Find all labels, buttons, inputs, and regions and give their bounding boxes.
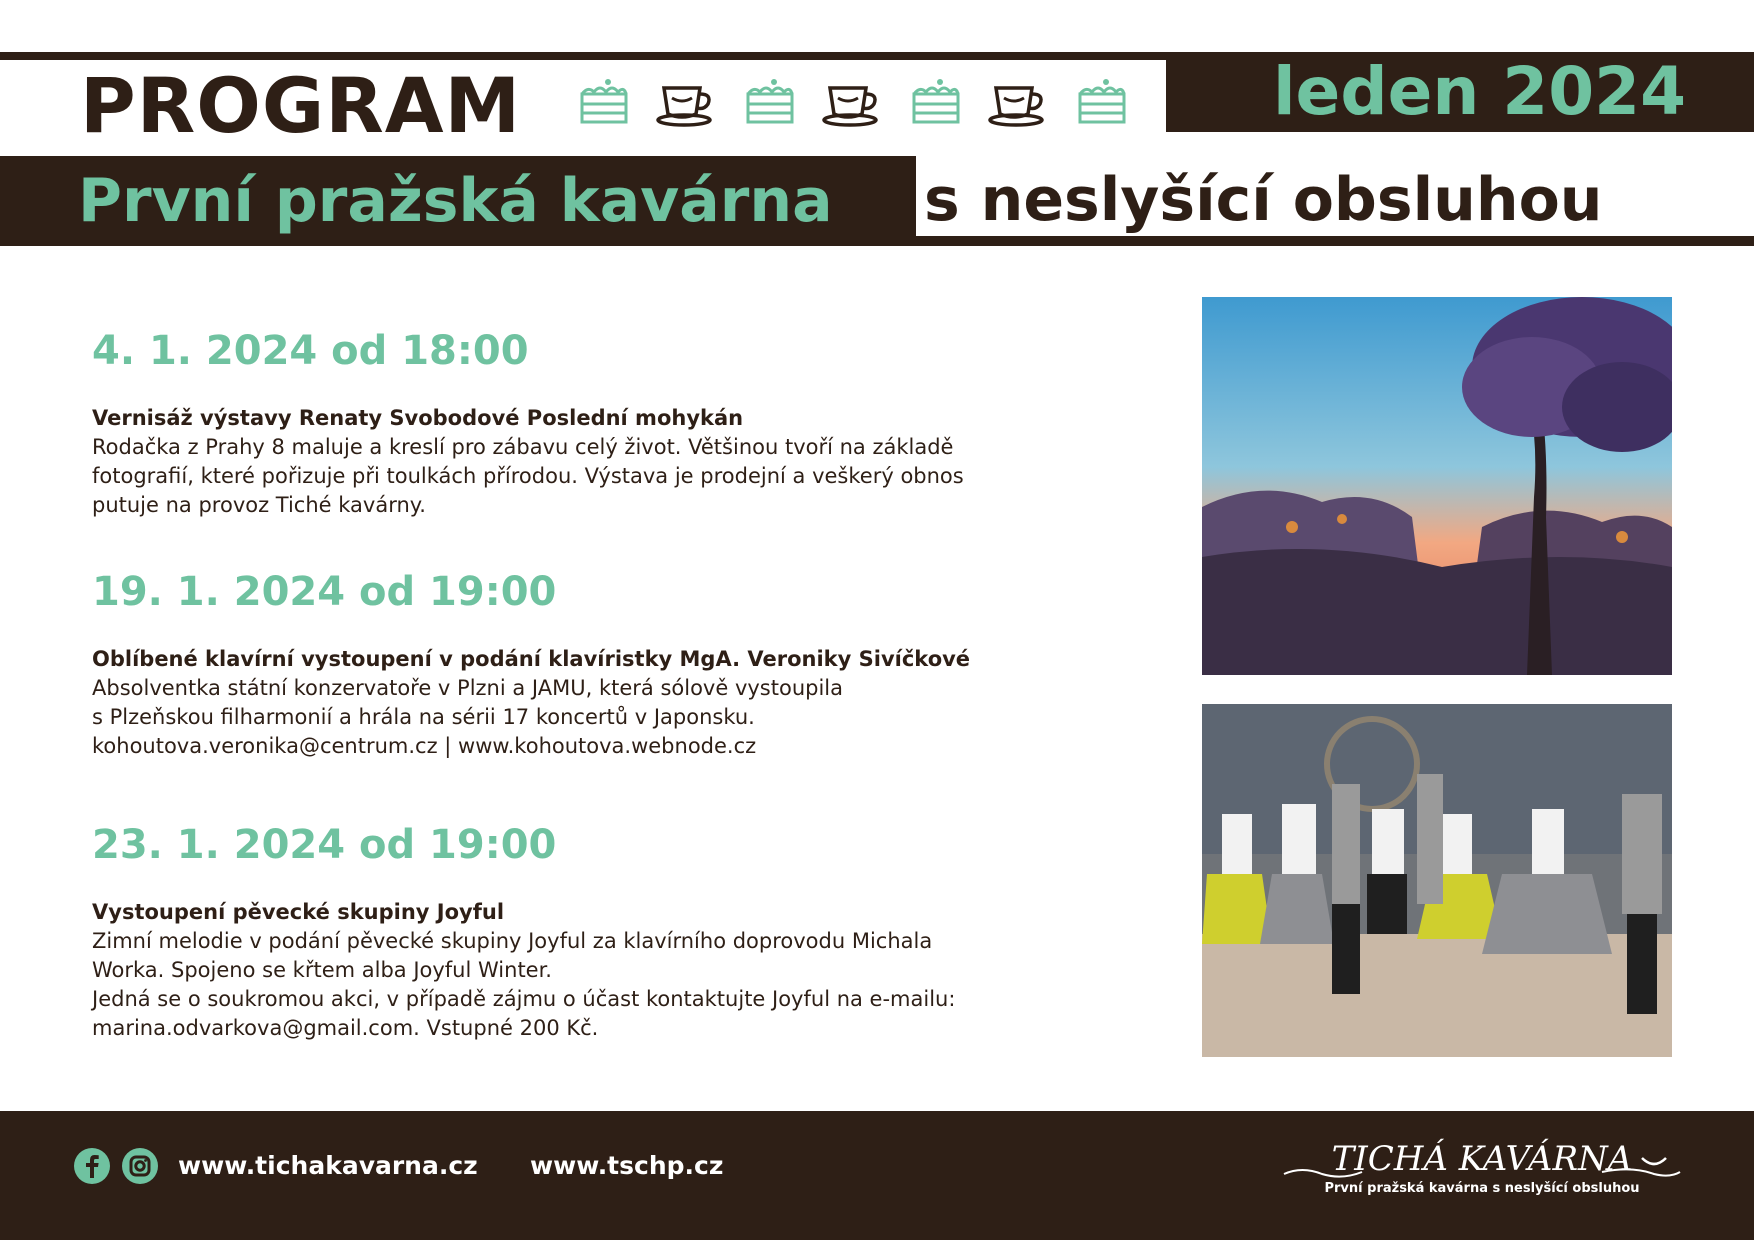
event-date: 4. 1. 2024 od 18:00 <box>92 328 529 374</box>
painting-image <box>1202 297 1672 675</box>
event-description-line: Worka. Spojeno se křtem alba Joyful Winter. <box>92 958 552 982</box>
cake-icon <box>742 76 798 128</box>
subtitle-rule <box>916 236 1754 246</box>
logo-tagline: První pražská kavárna s neslyšící obsluhou <box>1324 1181 1640 1196</box>
cake-icon <box>908 76 964 128</box>
cake-icon <box>576 76 632 128</box>
instagram-icon[interactable] <box>122 1148 158 1184</box>
event-description-line: Zimní melodie v podání pěvecké skupiny Joyful za klavírního doprovodu Michala <box>92 929 933 953</box>
event-description-line: s Plzeňskou filharmonií a hrála na sérii 17 koncertů v Japonsku. <box>92 705 755 729</box>
event-description-line: fotografií, které pořizuje při toulkách přírodou. Výstava je prodejní a veškerý obnos <box>92 464 964 488</box>
cafe-name: První pražská kavárna <box>78 166 833 236</box>
coffee-cup-icon <box>820 76 886 128</box>
event-3 <box>92 821 1052 1043</box>
event-description-line: marina.odvarkova@gmail.com. Vstupné 200 Kč. <box>92 1016 599 1040</box>
event-title: Vystoupení pěvecké skupiny Joyful <box>92 900 505 924</box>
event-date: 19. 1. 2024 od 19:00 <box>92 569 557 615</box>
month-label: leden 2024 <box>1272 53 1686 130</box>
event-description-line: putuje na provoz Tiché kavárny. <box>92 493 426 517</box>
program-title: PROGRAM <box>80 61 522 150</box>
event-description-line: Absolventka státní konzervatoře v Plzni a JAMU, která sólově vystoupila <box>92 676 843 700</box>
facebook-icon[interactable] <box>74 1148 110 1184</box>
event-contact-line: kohoutova.veronika@centrum.cz | www.kohoutova.webnode.cz <box>92 734 757 758</box>
cafe-tagline: s neslyšící obsluhou <box>924 165 1603 235</box>
event-description-line: Jedná se o soukromou akci, v případě zájmu o účast kontaktujte Joyful na e-mailu: <box>92 987 956 1011</box>
tschp-link[interactable]: www.tschp.cz <box>530 1151 724 1180</box>
logo-text: TICHÁ KAVÁRNA <box>1331 1139 1633 1179</box>
event-date: 23. 1. 2024 od 19:00 <box>92 822 557 868</box>
group-photo <box>1202 704 1672 1057</box>
event-title: Vernisáž výstavy Renaty Svobodové Poslední mohykán <box>92 406 744 430</box>
icon-row <box>576 74 1130 130</box>
event-1 <box>92 327 1052 520</box>
coffee-cup-icon <box>654 76 720 128</box>
event-description-line: Rodačka z Prahy 8 maluje a kreslí pro zábavu celý život. Většinou tvoří na základě <box>92 435 954 459</box>
website-link[interactable]: www.tichakavarna.cz <box>178 1151 478 1180</box>
event-title: Oblíbené klavírní vystoupení v podání klavíristky MgA. Veroniky Sivíčkové <box>92 647 971 671</box>
cake-icon <box>1074 76 1130 128</box>
event-2 <box>92 568 1052 761</box>
coffee-cup-icon <box>986 76 1052 128</box>
